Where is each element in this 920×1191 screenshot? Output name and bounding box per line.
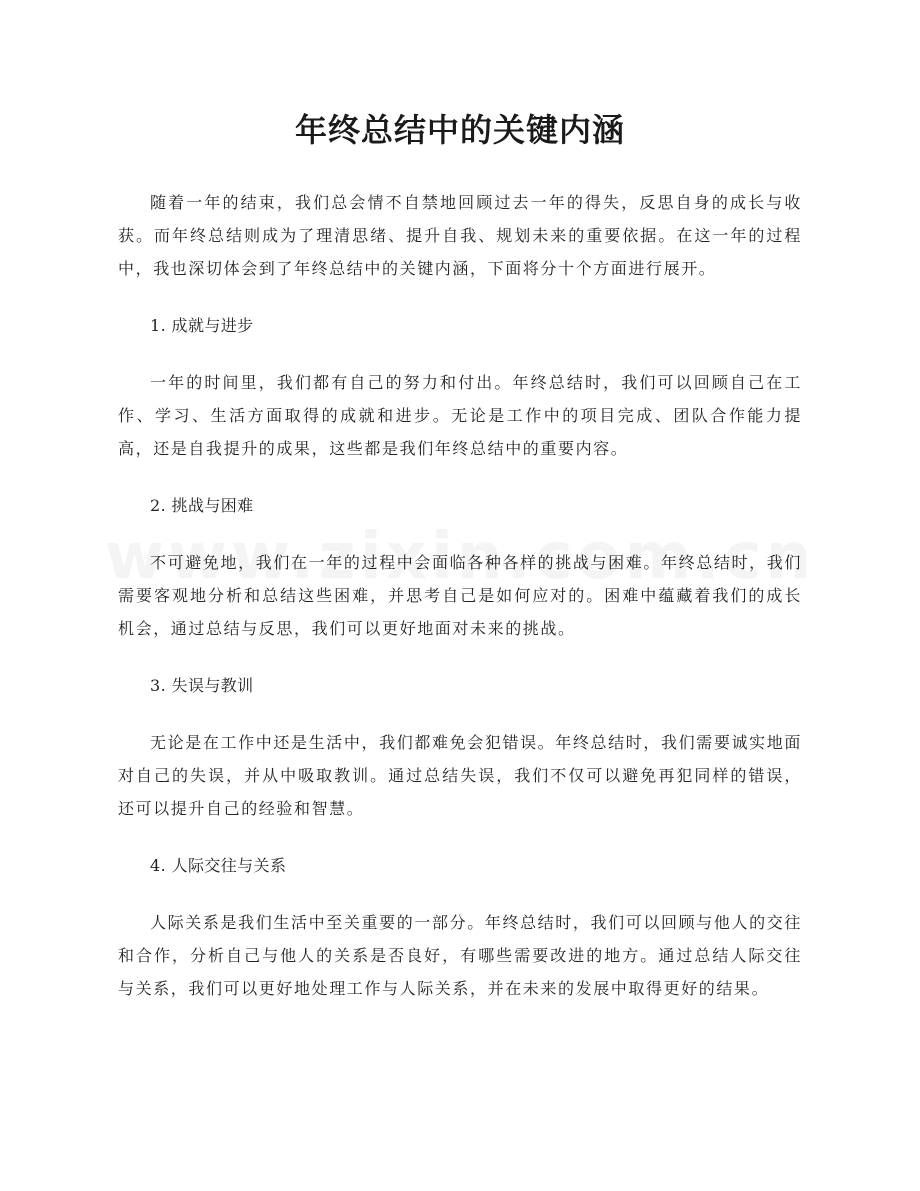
spacer — [118, 882, 802, 906]
section-paragraph: 一年的时间里，我们都有自己的努力和付出。年终总结时，我们可以回顾自己在工作、学习、生活方面取得的成就和进步。无论是工作中的项目完成、团队合作能力提高，还是自我提升的成果，这些都是我们年终总结中的重要内容。 — [118, 373, 802, 458]
intro-paragraph: 随着一年的结束，我们总会情不自禁地回顾过去一年的得失，反思自身的成长与收获。而年终总结则成为了理清思绪、提升自我、规划未来的重要依据。在这一年的过程中，我也深切体会到了年终总结中的关键内涵，下面将分十个方面进行展开。 — [118, 193, 802, 278]
document-content — [118, 186, 802, 1005]
spacer — [118, 465, 802, 489]
spacer — [118, 342, 802, 366]
spacer — [118, 645, 802, 669]
spacer — [118, 702, 802, 726]
document-title: 年终总结中的关键内涵 — [294, 111, 625, 149]
section-paragraph: 人际关系是我们生活中至关重要的一部分。年终总结时，我们可以回顾与他人的交往和合作，分析自己与他人的关系是否良好，有哪些需要改进的地方。通过总结人际交往与关系，我们可以更好地处理工作与人际关系，并在未来的发展中取得更好的结果。 — [118, 913, 802, 998]
spacer — [118, 825, 802, 849]
section-heading: 4. 人际交往与关系 — [150, 856, 287, 875]
section-heading: 3. 失误与教训 — [150, 676, 254, 695]
spacer — [118, 285, 802, 309]
section-heading: 1. 成就与进步 — [150, 316, 254, 335]
section-heading: 2. 挑战与困难 — [150, 496, 254, 515]
section-paragraph: 无论是在工作中还是生活中，我们都难免会犯错误。年终总结时，我们需要诚实地面对自己的失误，并从中吸取教训。通过总结失误，我们不仅可以避免再犯同样的错误，还可以提升自己的经验和智慧。 — [118, 733, 802, 818]
section-paragraph: 不可避免地，我们在一年的过程中会面临各种各样的挑战与困难。年终总结时，我们需要客观地分析和总结这些困难，并思考自己是如何应对的。困难中蕴藏着我们的成长机会，通过总结与反思，我们可以更好地面对未来的挑战。 — [118, 553, 802, 638]
spacer — [118, 522, 802, 546]
